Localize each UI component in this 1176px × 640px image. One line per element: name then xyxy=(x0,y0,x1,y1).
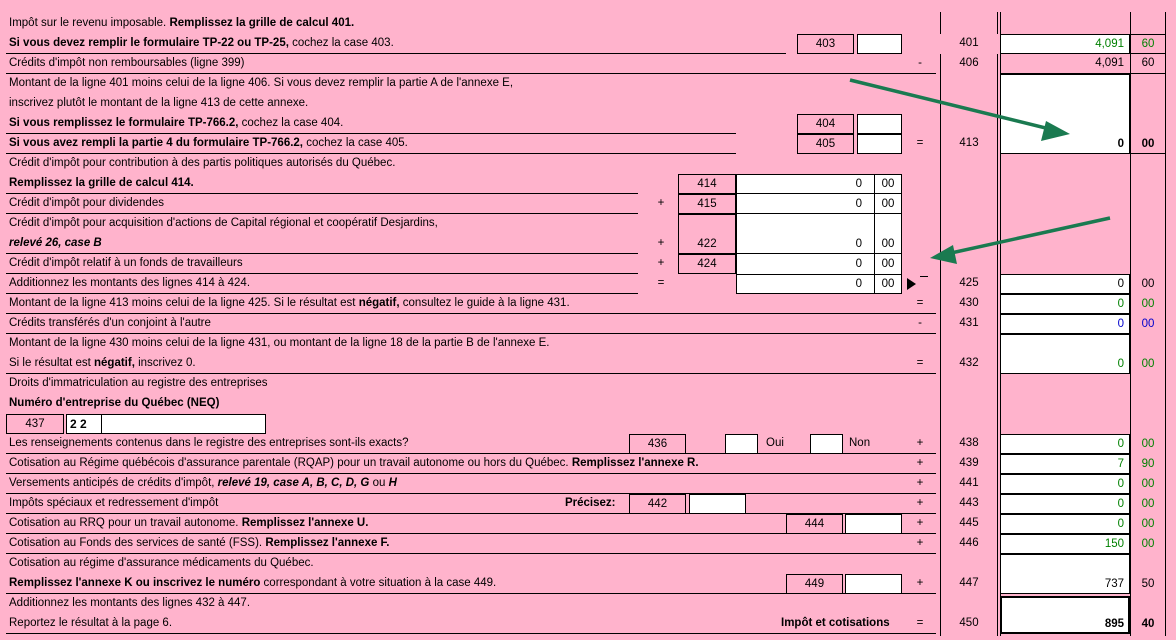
label-precisez: Précisez: xyxy=(565,497,616,509)
line-439-number: 439 xyxy=(959,457,979,469)
amount-445-cents: 00 xyxy=(1141,518,1155,530)
line-425-number: 425 xyxy=(959,277,979,289)
underline xyxy=(6,553,936,554)
line-446-number: 446 xyxy=(959,537,979,549)
sign-plus-439: + xyxy=(916,457,924,469)
text: Impôt sur le revenu imposable. xyxy=(9,17,170,29)
sign-equals-inner: = xyxy=(657,277,665,289)
amount-422-cents: 00 xyxy=(881,238,895,250)
underline xyxy=(6,453,936,454)
amount-415-cents: 00 xyxy=(881,198,895,210)
row-425-text: Additionnez les montants des lignes 414 à 424. xyxy=(9,277,251,289)
text-bold: Si vous avez rempli la partie 4 du formulaire TP-766.2, xyxy=(9,137,303,149)
checkbox-405[interactable] xyxy=(857,134,902,154)
text: Cotisation au Fonds des services de santé (FSS). xyxy=(9,537,266,549)
amount-425-value: 0 xyxy=(1117,278,1124,290)
amount-431-value: 0 xyxy=(1117,318,1124,330)
box-437-label: 437 xyxy=(6,414,64,434)
line-413-number: 413 xyxy=(959,137,979,149)
amount-441-cents: 00 xyxy=(1141,478,1155,490)
text: cochez la case 405. xyxy=(303,137,408,149)
underline xyxy=(6,273,638,274)
row-neq-label: Numéro d'entreprise du Québec (NEQ) xyxy=(9,397,220,409)
row-424-text: Crédit d'impôt relatif à un fonds de travailleurs xyxy=(9,257,243,269)
row-450-text: Reportez le résultat à la page 6. xyxy=(9,617,173,629)
total-414-424-value: 0 xyxy=(855,278,862,290)
row-443-text: Impôts spéciaux et redressement d'impôt xyxy=(9,497,219,509)
line-450-number: 450 xyxy=(959,617,979,629)
text: cochez la case 403. xyxy=(288,37,394,49)
amount-430-cents: 00 xyxy=(1141,298,1155,310)
sign-plus-446: + xyxy=(916,537,924,549)
text: ou xyxy=(369,477,389,489)
amount-413-cents: 00 xyxy=(1141,138,1155,150)
line-447-number: 447 xyxy=(959,577,979,589)
neq-divider xyxy=(101,414,102,434)
underline xyxy=(6,133,736,134)
amount-441-value: 0 xyxy=(1117,478,1124,490)
text-bold: Remplissez l'annexe R. xyxy=(571,457,699,469)
line-424-number: 424 xyxy=(678,254,736,274)
text-bold: Si vous devez remplir le formulaire TP-22 ou TP-25, xyxy=(9,37,289,49)
cents-box-401 xyxy=(1130,34,1166,54)
line-443-number: 443 xyxy=(959,497,979,509)
row-446-text xyxy=(9,536,390,550)
text-bold: Si vous remplissez le formulaire TP-766.2, xyxy=(9,117,239,129)
amount-425-cents: 00 xyxy=(1141,278,1155,290)
dash-425 xyxy=(920,276,928,277)
line-441-number: 441 xyxy=(959,477,979,489)
row-422-desc: Crédit d'impôt pour acquisition d'actions de Capital régional et coopératif Desjardins, xyxy=(9,217,438,229)
underline xyxy=(736,213,902,214)
box-403-label: 403 xyxy=(797,34,854,54)
line-445-number: 445 xyxy=(959,517,979,529)
text-bold-italic: relevé 19, case A, B, C, D, G xyxy=(217,477,370,489)
row-432-desc: Montant de la ligne 430 moins celui de la ligne 431, ou montant de la ligne 18 de la partie B de l'annexe E. xyxy=(9,337,550,349)
amount-424-cents: 00 xyxy=(881,258,895,270)
amount-401-cents: 60 xyxy=(1141,38,1155,50)
amount-446-cents: 00 xyxy=(1141,538,1155,550)
text: consultez le guide à la ligne 431. xyxy=(399,297,570,309)
line-438-number: 438 xyxy=(959,437,979,449)
row-447-desc: Cotisation au régime d'assurance médicaments du Québec. xyxy=(9,557,314,569)
input-444[interactable] xyxy=(845,514,902,534)
text-bold: Remplissez l'annexe U. xyxy=(241,517,369,529)
amount-445-value: 0 xyxy=(1117,518,1124,530)
amount-406-cents: 60 xyxy=(1141,57,1155,69)
checkbox-404[interactable] xyxy=(857,114,902,134)
triangle-pointer-icon xyxy=(907,278,916,290)
text: inscrivez 0. xyxy=(134,357,196,369)
row-415-text: Crédit d'impôt pour dividendes xyxy=(9,197,164,209)
box-444-label: 444 xyxy=(786,514,843,534)
row-401-text xyxy=(9,36,394,50)
amount-432-cents: 00 xyxy=(1141,358,1155,370)
row-413-desc-1: Montant de la ligne 401 moins celui de la ligne 406. Si vous devez remplir la partie A de l'annexe E, xyxy=(9,77,514,89)
underline xyxy=(736,253,902,254)
line-431-number: 431 xyxy=(959,317,979,329)
label-impot-cotisations: Impôt et cotisations xyxy=(781,617,890,629)
amount-439-value: 7 xyxy=(1117,458,1124,470)
checkbox-436-non[interactable] xyxy=(810,434,843,454)
sign-plus-424: + xyxy=(657,257,665,269)
text-bold: Remplissez l'annexe K ou inscrivez le numéro xyxy=(9,577,261,589)
sign-plus-438: + xyxy=(916,437,924,449)
label-oui: Oui xyxy=(766,437,784,449)
text-bold-italic: H xyxy=(388,477,397,489)
amount-432-value: 0 xyxy=(1117,358,1124,370)
row-414-text: Remplissez la grille de calcul 414. xyxy=(9,177,194,189)
sign-minus-431: - xyxy=(918,317,922,329)
sign-plus-422: + xyxy=(657,237,665,249)
amount-413-value: 0 xyxy=(1117,138,1124,150)
row-401-intro xyxy=(9,16,354,30)
label-non: Non xyxy=(849,437,871,449)
row-political-text: Crédit d'impôt pour contribution à des partis politiques autorisés du Québec. xyxy=(9,157,396,169)
text-bold: Remplissez la grille de calcul 401. xyxy=(169,17,355,29)
amount-422-value: 0 xyxy=(855,238,862,250)
underline xyxy=(6,253,638,254)
row-447-text xyxy=(9,576,496,590)
line-422-number: 422 xyxy=(678,214,736,254)
underline xyxy=(6,193,638,194)
neq-value: 2 2 xyxy=(70,417,87,431)
amount-415-value: 0 xyxy=(855,198,862,210)
line-430-number: 430 xyxy=(959,297,979,309)
amount-406-value: 4,091 xyxy=(1095,57,1124,69)
line-415-number: 415 xyxy=(678,194,736,214)
amount-431-cents: 00 xyxy=(1141,318,1155,330)
row-439-text xyxy=(9,456,699,470)
amount-439-cents: 90 xyxy=(1141,458,1155,470)
amount-414-cents: 00 xyxy=(881,178,895,190)
line-401-number: 401 xyxy=(940,34,998,54)
sign-equals-450: = xyxy=(916,617,924,629)
box-442-label: 442 xyxy=(629,494,686,514)
amount-414-value: 0 xyxy=(855,178,862,190)
amount-443-cents: 00 xyxy=(1141,498,1155,510)
row-404-text xyxy=(9,116,343,130)
sign-plus-445: + xyxy=(916,517,924,529)
amount-450-cents: 40 xyxy=(1141,618,1155,630)
underline xyxy=(6,633,936,634)
row-neq-desc: Droits d'immatriculation au registre des entreprises xyxy=(9,377,268,389)
sign-plus-443: + xyxy=(916,497,924,509)
checkbox-403[interactable] xyxy=(857,34,902,54)
sign-equals-413: = xyxy=(916,137,924,149)
box-436-label: 436 xyxy=(629,434,686,454)
sign-minus-406: - xyxy=(918,57,922,69)
sign-equals-430: = xyxy=(916,297,924,309)
amount-424-value: 0 xyxy=(855,258,862,270)
row-413-desc-2: inscrivez plutôt le montant de la ligne 413 de cette annexe. xyxy=(9,97,309,109)
row-450-desc: Additionnez les montants des lignes 432 à 447. xyxy=(9,597,251,609)
amount-430-value: 0 xyxy=(1117,298,1124,310)
box-405-label: 405 xyxy=(797,134,854,154)
underline xyxy=(6,473,936,474)
amount-401-value: 4,091 xyxy=(1095,38,1124,50)
checkbox-436-oui[interactable] xyxy=(725,434,758,454)
row-422-text: relevé 26, case B xyxy=(9,237,102,249)
sign-plus-441: + xyxy=(916,477,924,489)
text-bold: négatif, xyxy=(358,297,400,309)
row-406-text: Crédits d'impôt non remboursables (ligne 399) xyxy=(9,57,245,69)
underline xyxy=(1000,153,1166,154)
box-404-label: 404 xyxy=(797,114,854,134)
row-432-text xyxy=(9,356,196,370)
text: Versements anticipés de crédits d'impôt, xyxy=(9,477,218,489)
underline xyxy=(6,293,638,294)
underline xyxy=(736,193,902,194)
underline xyxy=(6,313,936,314)
sign-plus-415: + xyxy=(657,197,665,209)
amount-438-value: 0 xyxy=(1117,438,1124,450)
underline xyxy=(6,493,936,494)
line-406-number: 406 xyxy=(959,57,979,69)
underline xyxy=(6,373,936,374)
sign-equals-432: = xyxy=(916,357,924,369)
amount-446-value: 150 xyxy=(1104,538,1124,550)
text: Montant de la ligne 413 moins celui de la ligne 425. Si le résultat est xyxy=(9,297,359,309)
amount-450-value: 895 xyxy=(1104,618,1124,630)
text: Cotisation au RRQ pour un travail autonome. xyxy=(9,517,242,529)
line-432-number: 432 xyxy=(959,357,979,369)
row-438-text: Les renseignements contenus dans le registre des entreprises sont-ils exacts? xyxy=(9,437,409,449)
text: cochez la case 404. xyxy=(238,117,344,129)
amount-447-cents: 50 xyxy=(1141,578,1155,590)
underline xyxy=(6,333,936,334)
cents-divider xyxy=(1130,12,1131,636)
row-405-text xyxy=(9,136,408,150)
sign-plus-447: + xyxy=(916,577,924,589)
row-431-text: Crédits transférés d'un conjoint à l'autre xyxy=(9,317,211,329)
row-441-text xyxy=(9,476,397,490)
text: Si le résultat est xyxy=(9,357,95,369)
input-442[interactable] xyxy=(689,494,746,514)
text: correspondant à votre situation à la case 449. xyxy=(260,577,497,589)
line-414-number: 414 xyxy=(678,174,736,194)
neq-input[interactable] xyxy=(66,414,266,434)
text-bold: négatif, xyxy=(94,357,135,369)
text: Cotisation au Régime québécois d'assurance parentale (RQAP) pour un travail autonome ou hors du Québec. xyxy=(9,457,572,469)
amount-438-cents: 00 xyxy=(1141,438,1155,450)
text-bold: Remplissez l'annexe F. xyxy=(265,537,390,549)
total-414-424-cents: 00 xyxy=(881,278,895,290)
underline xyxy=(6,53,786,54)
box-449-label: 449 xyxy=(786,574,843,594)
row-445-text xyxy=(9,516,368,530)
underline xyxy=(6,213,638,214)
underline xyxy=(6,73,936,74)
amount-447-value: 737 xyxy=(1104,578,1124,590)
row-430-text xyxy=(9,296,570,310)
underline xyxy=(6,153,736,154)
input-449[interactable] xyxy=(845,574,902,594)
amount-443-value: 0 xyxy=(1117,498,1124,510)
